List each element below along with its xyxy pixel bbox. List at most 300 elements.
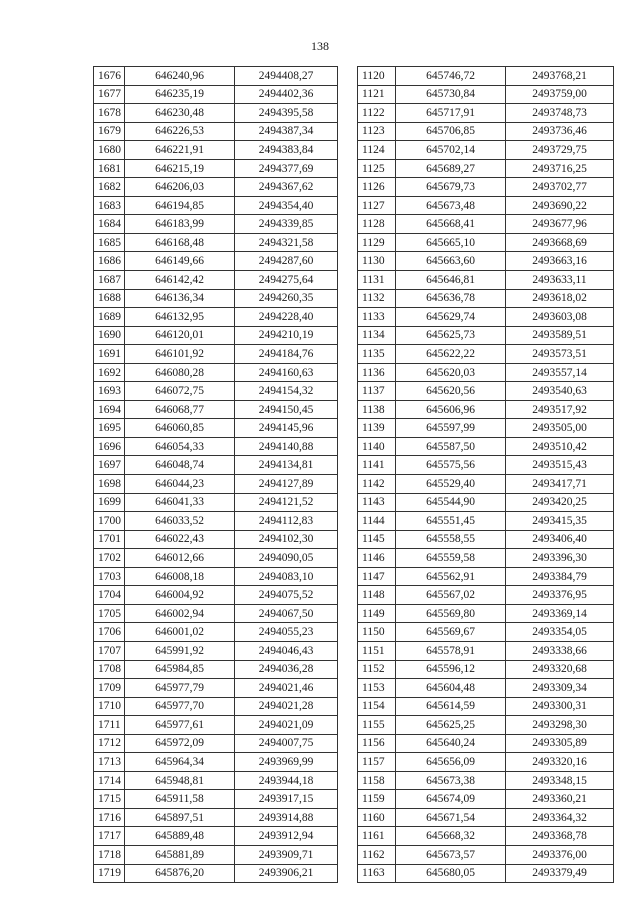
table-row	[94, 493, 338, 512]
y-coordinate-cell: 2494408,27	[235, 67, 338, 86]
y-coordinate-cell: 2494377,69	[235, 159, 338, 178]
y-coordinate-cell: 2493348,15	[506, 771, 614, 790]
x-coordinate-cell: 645911,58	[125, 790, 235, 809]
y-coordinate-cell: 2494145,96	[235, 419, 338, 438]
y-coordinate-cell: 2493906,21	[235, 864, 338, 883]
point-number-cell: 1678	[94, 104, 125, 123]
x-coordinate-cell: 645680,05	[396, 864, 506, 883]
x-coordinate-cell: 645689,27	[396, 159, 506, 178]
y-coordinate-cell: 2494402,36	[235, 85, 338, 104]
x-coordinate-cell: 645559,58	[396, 549, 506, 568]
y-coordinate-cell: 2494387,34	[235, 122, 338, 141]
y-coordinate-cell: 2494339,85	[235, 215, 338, 234]
point-number-cell: 1700	[94, 512, 125, 531]
x-coordinate-cell: 646168,48	[125, 233, 235, 252]
y-coordinate-cell: 2493376,95	[506, 586, 614, 605]
y-coordinate-cell: 2493557,14	[506, 363, 614, 382]
y-coordinate-cell: 2493716,25	[506, 159, 614, 178]
point-number-cell: 1133	[358, 308, 396, 327]
x-coordinate-cell: 645663,60	[396, 252, 506, 271]
table-row	[358, 549, 614, 568]
x-coordinate-cell: 646101,92	[125, 345, 235, 364]
x-coordinate-cell: 646033,52	[125, 512, 235, 531]
x-coordinate-cell: 645948,81	[125, 771, 235, 790]
y-coordinate-cell: 2493573,51	[506, 345, 614, 364]
x-coordinate-cell: 645569,80	[396, 604, 506, 623]
point-number-cell: 1143	[358, 493, 396, 512]
y-coordinate-cell: 2493379,49	[506, 864, 614, 883]
table-row	[94, 419, 338, 438]
x-coordinate-cell: 645665,10	[396, 233, 506, 252]
y-coordinate-cell: 2494055,23	[235, 623, 338, 642]
point-number-cell: 1710	[94, 697, 125, 716]
y-coordinate-cell: 2494112,83	[235, 512, 338, 531]
y-coordinate-cell: 2493618,02	[506, 289, 614, 308]
table-row	[358, 233, 614, 252]
point-number-cell: 1702	[94, 549, 125, 568]
point-number-cell: 1684	[94, 215, 125, 234]
table-row	[94, 67, 338, 86]
y-coordinate-cell: 2493912,94	[235, 827, 338, 846]
table-row	[94, 178, 338, 197]
point-number-cell: 1136	[358, 363, 396, 382]
table-row	[94, 771, 338, 790]
y-coordinate-cell: 2494275,64	[235, 271, 338, 290]
x-coordinate-cell: 645889,48	[125, 827, 235, 846]
x-coordinate-cell: 646142,42	[125, 271, 235, 290]
y-coordinate-cell: 2494036,28	[235, 660, 338, 679]
y-coordinate-cell: 2493396,30	[506, 549, 614, 568]
table-row	[358, 864, 614, 883]
x-coordinate-cell: 645587,50	[396, 437, 506, 456]
point-number-cell: 1704	[94, 586, 125, 605]
table-row	[94, 808, 338, 827]
point-number-cell: 1711	[94, 716, 125, 735]
x-coordinate-cell: 645673,38	[396, 771, 506, 790]
x-coordinate-cell: 645881,89	[125, 845, 235, 864]
y-coordinate-cell: 2493309,34	[506, 679, 614, 698]
x-coordinate-cell: 645558,55	[396, 530, 506, 549]
x-coordinate-cell: 645702,14	[396, 141, 506, 160]
y-coordinate-cell: 2493300,31	[506, 697, 614, 716]
x-coordinate-cell: 645673,48	[396, 196, 506, 215]
point-number-cell: 1694	[94, 400, 125, 419]
table-row	[94, 104, 338, 123]
y-coordinate-cell: 2493768,21	[506, 67, 614, 86]
y-coordinate-cell: 2494134,81	[235, 456, 338, 475]
table-row	[94, 549, 338, 568]
x-coordinate-cell: 646149,66	[125, 252, 235, 271]
y-coordinate-cell: 2493510,42	[506, 437, 614, 456]
y-coordinate-cell: 2493944,18	[235, 771, 338, 790]
table-row	[94, 679, 338, 698]
point-number-cell: 1163	[358, 864, 396, 883]
y-coordinate-cell: 2493663,16	[506, 252, 614, 271]
y-coordinate-cell: 2493364,32	[506, 808, 614, 827]
table-row	[358, 159, 614, 178]
y-coordinate-cell: 2493406,40	[506, 530, 614, 549]
x-coordinate-cell: 645625,25	[396, 716, 506, 735]
point-number-cell: 1701	[94, 530, 125, 549]
x-coordinate-cell: 645746,72	[396, 67, 506, 86]
point-number-cell: 1130	[358, 252, 396, 271]
table-row	[358, 437, 614, 456]
y-coordinate-cell: 2493369,14	[506, 604, 614, 623]
x-coordinate-cell: 646235,19	[125, 85, 235, 104]
y-coordinate-cell: 2494383,84	[235, 141, 338, 160]
y-coordinate-cell: 2494021,28	[235, 697, 338, 716]
y-coordinate-cell: 2494287,60	[235, 252, 338, 271]
x-coordinate-cell: 645977,70	[125, 697, 235, 716]
point-number-cell: 1146	[358, 549, 396, 568]
y-coordinate-cell: 2493517,92	[506, 400, 614, 419]
x-coordinate-cell: 645972,09	[125, 734, 235, 753]
table-row	[358, 790, 614, 809]
point-number-cell: 1681	[94, 159, 125, 178]
y-coordinate-cell: 2494127,89	[235, 475, 338, 494]
y-coordinate-cell: 2494260,35	[235, 289, 338, 308]
point-number-cell: 1153	[358, 679, 396, 698]
y-coordinate-cell: 2493384,79	[506, 567, 614, 586]
point-number-cell: 1696	[94, 437, 125, 456]
point-number-cell: 1689	[94, 308, 125, 327]
table-row	[94, 623, 338, 642]
point-number-cell: 1706	[94, 623, 125, 642]
y-coordinate-cell: 2494021,46	[235, 679, 338, 698]
point-number-cell: 1150	[358, 623, 396, 642]
table-row	[358, 85, 614, 104]
table-row	[358, 567, 614, 586]
point-number-cell: 1148	[358, 586, 396, 605]
y-coordinate-cell: 2493305,89	[506, 734, 614, 753]
x-coordinate-cell: 645640,24	[396, 734, 506, 753]
point-number-cell: 1679	[94, 122, 125, 141]
point-number-cell: 1693	[94, 382, 125, 401]
x-coordinate-cell: 645706,85	[396, 122, 506, 141]
point-number-cell: 1138	[358, 400, 396, 419]
table-row	[94, 233, 338, 252]
y-coordinate-cell: 2493376,00	[506, 845, 614, 864]
y-coordinate-cell: 2493603,08	[506, 308, 614, 327]
x-coordinate-cell: 646080,28	[125, 363, 235, 382]
point-number-cell: 1137	[358, 382, 396, 401]
table-row	[94, 159, 338, 178]
table-row	[358, 623, 614, 642]
y-coordinate-cell: 2494184,76	[235, 345, 338, 364]
point-number-cell: 1699	[94, 493, 125, 512]
table-row	[358, 512, 614, 531]
point-number-cell: 1686	[94, 252, 125, 271]
x-coordinate-cell: 646054,33	[125, 437, 235, 456]
table-row	[358, 326, 614, 345]
table-row	[94, 308, 338, 327]
point-number-cell: 1149	[358, 604, 396, 623]
x-coordinate-cell: 645964,34	[125, 753, 235, 772]
x-coordinate-cell: 645596,12	[396, 660, 506, 679]
x-coordinate-cell: 646002,94	[125, 604, 235, 623]
point-number-cell: 1128	[358, 215, 396, 234]
x-coordinate-cell: 645597,99	[396, 419, 506, 438]
x-coordinate-cell: 645730,84	[396, 85, 506, 104]
point-number-cell: 1139	[358, 419, 396, 438]
point-number-cell: 1705	[94, 604, 125, 623]
x-coordinate-cell: 645977,61	[125, 716, 235, 735]
point-number-cell: 1131	[358, 271, 396, 290]
point-number-cell: 1121	[358, 85, 396, 104]
point-number-cell: 1127	[358, 196, 396, 215]
table-row	[94, 437, 338, 456]
table-row	[94, 586, 338, 605]
x-coordinate-cell: 646072,75	[125, 382, 235, 401]
y-coordinate-cell: 2493969,99	[235, 753, 338, 772]
x-coordinate-cell: 646183,99	[125, 215, 235, 234]
table-row	[358, 734, 614, 753]
y-coordinate-cell: 2494140,88	[235, 437, 338, 456]
point-number-cell: 1676	[94, 67, 125, 86]
point-number-cell: 1162	[358, 845, 396, 864]
x-coordinate-cell: 645629,74	[396, 308, 506, 327]
x-coordinate-cell: 646012,66	[125, 549, 235, 568]
x-coordinate-cell: 646132,95	[125, 308, 235, 327]
table-row	[94, 289, 338, 308]
x-coordinate-cell: 646194,85	[125, 196, 235, 215]
x-coordinate-cell: 645604,48	[396, 679, 506, 698]
table-row	[94, 567, 338, 586]
x-coordinate-cell: 646004,92	[125, 586, 235, 605]
table-row	[358, 67, 614, 86]
point-number-cell: 1683	[94, 196, 125, 215]
table-row	[358, 104, 614, 123]
x-coordinate-cell: 646022,43	[125, 530, 235, 549]
table-row	[358, 419, 614, 438]
y-coordinate-cell: 2493589,51	[506, 326, 614, 345]
point-number-cell: 1141	[358, 456, 396, 475]
point-number-cell: 1147	[358, 567, 396, 586]
y-coordinate-cell: 2494395,58	[235, 104, 338, 123]
x-coordinate-cell: 646240,96	[125, 67, 235, 86]
x-coordinate-cell: 645544,90	[396, 493, 506, 512]
x-coordinate-cell: 646226,53	[125, 122, 235, 141]
x-coordinate-cell: 646048,74	[125, 456, 235, 475]
point-number-cell: 1719	[94, 864, 125, 883]
x-coordinate-cell: 645636,78	[396, 289, 506, 308]
y-coordinate-cell: 2493298,30	[506, 716, 614, 735]
point-number-cell: 1717	[94, 827, 125, 846]
table-row	[358, 771, 614, 790]
table-row	[94, 734, 338, 753]
table-row	[94, 864, 338, 883]
x-coordinate-cell: 646044,23	[125, 475, 235, 494]
table-row	[94, 716, 338, 735]
x-coordinate-cell: 645620,03	[396, 363, 506, 382]
x-coordinate-cell: 646120,01	[125, 326, 235, 345]
point-number-cell: 1159	[358, 790, 396, 809]
table-row	[94, 697, 338, 716]
y-coordinate-cell: 2493320,16	[506, 753, 614, 772]
table-row	[94, 252, 338, 271]
x-coordinate-cell: 646041,33	[125, 493, 235, 512]
table-row	[358, 753, 614, 772]
coordinates-table-left	[93, 66, 338, 883]
x-coordinate-cell: 645876,20	[125, 864, 235, 883]
table-row	[358, 289, 614, 308]
x-coordinate-cell: 646230,48	[125, 104, 235, 123]
table-row	[358, 827, 614, 846]
table-row	[358, 845, 614, 864]
y-coordinate-cell: 2493415,35	[506, 512, 614, 531]
y-coordinate-cell: 2493917,15	[235, 790, 338, 809]
x-coordinate-cell: 646136,34	[125, 289, 235, 308]
y-coordinate-cell: 2493759,00	[506, 85, 614, 104]
point-number-cell: 1707	[94, 641, 125, 660]
x-coordinate-cell: 645614,59	[396, 697, 506, 716]
x-coordinate-cell: 645671,54	[396, 808, 506, 827]
table-row	[94, 827, 338, 846]
y-coordinate-cell: 2493354,05	[506, 623, 614, 642]
y-coordinate-cell: 2494046,43	[235, 641, 338, 660]
table-row	[358, 215, 614, 234]
point-number-cell: 1708	[94, 660, 125, 679]
y-coordinate-cell: 2494321,58	[235, 233, 338, 252]
x-coordinate-cell: 645984,85	[125, 660, 235, 679]
point-number-cell: 1123	[358, 122, 396, 141]
table-row	[358, 456, 614, 475]
point-number-cell: 1680	[94, 141, 125, 160]
point-number-cell: 1142	[358, 475, 396, 494]
y-coordinate-cell: 2493909,71	[235, 845, 338, 864]
table-row	[358, 660, 614, 679]
point-number-cell: 1129	[358, 233, 396, 252]
x-coordinate-cell: 645991,92	[125, 641, 235, 660]
table-row	[358, 716, 614, 735]
table-row	[358, 252, 614, 271]
point-number-cell: 1692	[94, 363, 125, 382]
y-coordinate-cell: 2494154,32	[235, 382, 338, 401]
point-number-cell: 1151	[358, 641, 396, 660]
x-coordinate-cell: 646001,02	[125, 623, 235, 642]
y-coordinate-cell: 2493338,66	[506, 641, 614, 660]
x-coordinate-cell: 645569,67	[396, 623, 506, 642]
point-number-cell: 1703	[94, 567, 125, 586]
table-row	[358, 308, 614, 327]
y-coordinate-cell: 2494160,63	[235, 363, 338, 382]
x-coordinate-cell: 645646,81	[396, 271, 506, 290]
x-coordinate-cell: 645606,96	[396, 400, 506, 419]
point-number-cell: 1691	[94, 345, 125, 364]
point-number-cell: 1695	[94, 419, 125, 438]
point-number-cell: 1134	[358, 326, 396, 345]
table-row	[94, 196, 338, 215]
table-row	[94, 641, 338, 660]
table-row	[358, 493, 614, 512]
point-number-cell: 1154	[358, 697, 396, 716]
table-row	[94, 271, 338, 290]
coordinates-table-right	[357, 66, 614, 883]
y-coordinate-cell: 2493368,78	[506, 827, 614, 846]
table-row	[94, 456, 338, 475]
x-coordinate-cell: 645562,91	[396, 567, 506, 586]
table-row	[358, 382, 614, 401]
table-row	[94, 845, 338, 864]
table-row	[358, 122, 614, 141]
table-row	[94, 85, 338, 104]
point-number-cell: 1677	[94, 85, 125, 104]
x-coordinate-cell: 645620,56	[396, 382, 506, 401]
y-coordinate-cell: 2494354,40	[235, 196, 338, 215]
table-row	[94, 363, 338, 382]
table-row	[358, 141, 614, 160]
table-row	[94, 382, 338, 401]
point-number-cell: 1132	[358, 289, 396, 308]
y-coordinate-cell: 2493420,25	[506, 493, 614, 512]
table-row	[358, 400, 614, 419]
point-number-cell: 1140	[358, 437, 396, 456]
y-coordinate-cell: 2493914,88	[235, 808, 338, 827]
y-coordinate-cell: 2494083,10	[235, 567, 338, 586]
point-number-cell: 1714	[94, 771, 125, 790]
y-coordinate-cell: 2493417,71	[506, 475, 614, 494]
point-number-cell: 1688	[94, 289, 125, 308]
table-row	[358, 196, 614, 215]
y-coordinate-cell: 2494228,40	[235, 308, 338, 327]
table-row	[358, 271, 614, 290]
point-number-cell: 1125	[358, 159, 396, 178]
point-number-cell: 1120	[358, 67, 396, 86]
x-coordinate-cell: 645674,09	[396, 790, 506, 809]
y-coordinate-cell: 2493690,22	[506, 196, 614, 215]
table-row	[358, 679, 614, 698]
table-row	[358, 475, 614, 494]
point-number-cell: 1145	[358, 530, 396, 549]
x-coordinate-cell: 645673,57	[396, 845, 506, 864]
x-coordinate-cell: 645567,02	[396, 586, 506, 605]
point-number-cell: 1152	[358, 660, 396, 679]
x-coordinate-cell: 645668,41	[396, 215, 506, 234]
point-number-cell: 1157	[358, 753, 396, 772]
point-number-cell: 1156	[358, 734, 396, 753]
x-coordinate-cell: 646008,18	[125, 567, 235, 586]
point-number-cell: 1124	[358, 141, 396, 160]
table-row	[94, 475, 338, 494]
point-number-cell: 1144	[358, 512, 396, 531]
y-coordinate-cell: 2493633,11	[506, 271, 614, 290]
x-coordinate-cell: 645551,45	[396, 512, 506, 531]
point-number-cell: 1715	[94, 790, 125, 809]
table-row	[94, 122, 338, 141]
table-row	[358, 604, 614, 623]
table-row	[94, 345, 338, 364]
point-number-cell: 1126	[358, 178, 396, 197]
y-coordinate-cell: 2493505,00	[506, 419, 614, 438]
y-coordinate-cell: 2494121,52	[235, 493, 338, 512]
x-coordinate-cell: 646060,85	[125, 419, 235, 438]
point-number-cell: 1155	[358, 716, 396, 735]
y-coordinate-cell: 2493748,73	[506, 104, 614, 123]
x-coordinate-cell: 646206,03	[125, 178, 235, 197]
y-coordinate-cell: 2493736,46	[506, 122, 614, 141]
x-coordinate-cell: 645575,56	[396, 456, 506, 475]
table-row	[94, 604, 338, 623]
x-coordinate-cell: 645897,51	[125, 808, 235, 827]
y-coordinate-cell: 2494067,50	[235, 604, 338, 623]
y-coordinate-cell: 2494090,05	[235, 549, 338, 568]
table-row	[358, 808, 614, 827]
x-coordinate-cell: 645529,40	[396, 475, 506, 494]
y-coordinate-cell: 2494210,19	[235, 326, 338, 345]
table-row	[94, 753, 338, 772]
y-coordinate-cell: 2493677,96	[506, 215, 614, 234]
x-coordinate-cell: 645625,73	[396, 326, 506, 345]
